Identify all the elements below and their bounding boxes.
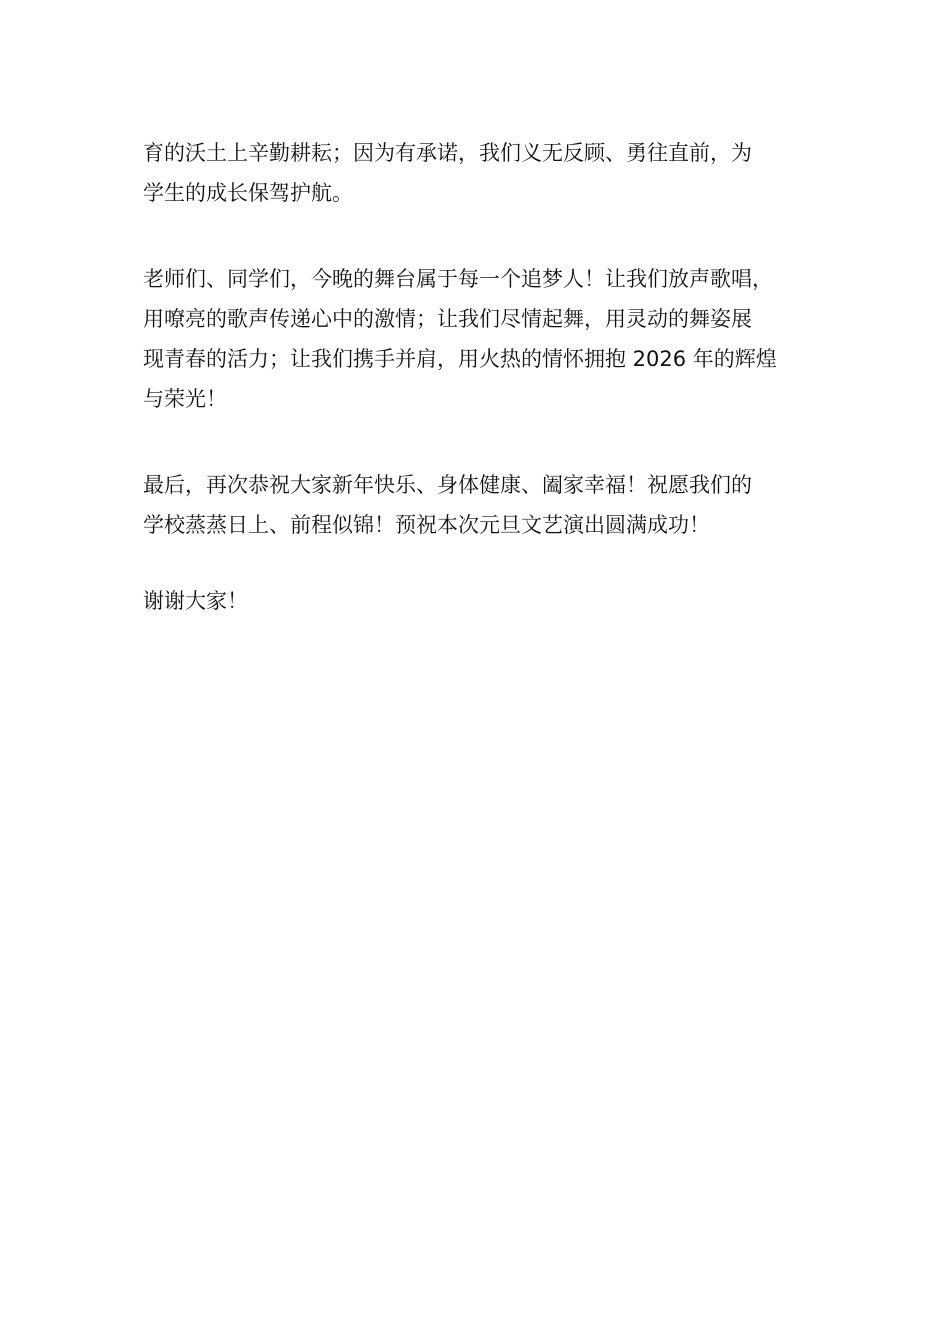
paragraph-thanks: 谢谢大家！ bbox=[143, 589, 248, 613]
paragraph-stage-dreamers: 老师们、同学们，今晚的舞台属于每一个追梦人！让我们放声歌唱， 用嘹亮的歌声传递心中的激情；让我们尽情起舞，用灵动的舞姿展 现青春的活力；让我们携手并肩，用火热的情怀拥抱 2026 年的辉煌 与荣光！ bbox=[143, 267, 777, 411]
paragraph-commitment: 育的沃土上辛勤耕耘；因为有承诺，我们义无反顾、勇往直前，为 学生的成长保驾护航。 bbox=[143, 141, 752, 205]
paragraph-new-year-wishes: 最后，再次恭祝大家新年快乐、身体健康、阖家幸福！祝愿我们的 学校蒸蒸日上、前程似锦！预祝本次元旦文艺演出圆满成功！ bbox=[143, 473, 752, 537]
document-body bbox=[143, 133, 833, 621]
